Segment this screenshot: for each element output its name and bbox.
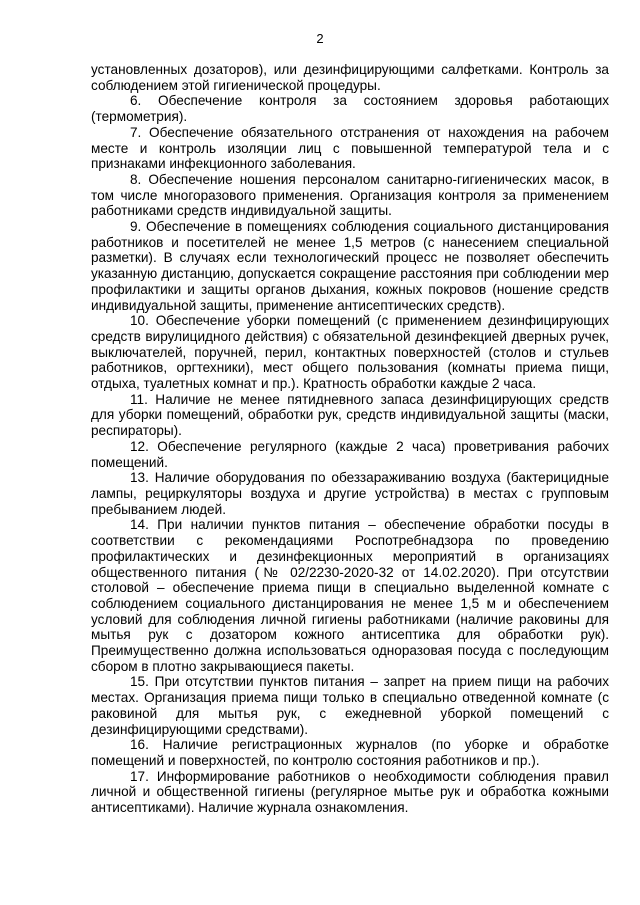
paragraph-9: 9. Обеспечение в помещениях соблюдения социального дистанцирования работников и посетителей не менее 1,5 метров (с нанесением специальной разметки). В случаях если технологический процесс не позволяет обеспечить указанную дистанцию, допускается сокращение расстояния при соблюдении мер профилактики и защиты органов дыхания, кожных покровов (ношение средств индивидуальной защиты, применение антисептических средств). (91, 219, 609, 313)
document-body (91, 62, 609, 816)
paragraph-11: 11. Наличие не менее пятидневного запаса дезинфицирующих средств для уборки помещений, обработки рук, средств индивидуальной защиты (маски, респираторы). (91, 391, 609, 439)
paragraph-16: 16. Наличие регистрационных журналов (по уборке и обработке помещений и поверхностей, по контролю состояния работников и пр.). (91, 737, 609, 768)
paragraph-14: 14. При наличии пунктов питания – обеспечение обработки посуды в соответствии с рекомендациями Роспотребнадзора по проведению профилактических и дезинфекционных мероприятий в организациях общественного питания (№ 02/2230-2020-32 от 14.02.2020). При отсутствии столовой – обеспечение приема пищи в специально выделенной комнате с соблюдением социального дистанцирования не менее 1,5 м и обеспечением условий для соблюдения личной гигиены работниками (наличие раковины для мытья рук с дозатором кожного антисептика для обработки рук). Преимущественно должна использоваться одноразовая посуда с последующим сбором в плотно закрывающиеся пакеты. (91, 517, 609, 674)
paragraph-5-continuation: установленных дозаторов), или дезинфицирующими салфетками. Контроль за соблюдением этой гигиенической процедуры. (91, 62, 609, 93)
paragraph-6: 6. Обеспечение контроля за состоянием здоровья работающих (термометрия). (91, 93, 609, 125)
paragraph-10: 10. Обеспечение уборки помещений (с применением дезинфицирующих средств вирулицидного действия) с обязательной дезинфекцией дверных ручек, выключателей, поручней, перил, контактных поверхностей (столов и стульев работников, оргтехники), мест общего пользования (комнаты приема пищи, отдыха, туалетных комнат и пр.). Кратность обработки каждые 2 часа. (91, 313, 609, 392)
paragraph-15: 15. При отсутствии пунктов питания – запрет на прием пищи на рабочих местах. Организация приема пищи только в специально отведенной комнате (с раковиной для мытья рук, с ежедневной уборкой помещений с дезинфицирующими средствами). (91, 674, 609, 737)
paragraph-8: 8. Обеспечение ношения персоналом санитарно-гигиенических масок, в том числе многоразового применения. Организация контроля за применением работниками средств индивидуальной защиты. (91, 171, 609, 219)
paragraph-13: 13. Наличие оборудования по обеззараживанию воздуха (бактерицидные лампы, рециркуляторы воздуха и другие устройства) в местах с групповым пребыванием людей. (91, 470, 609, 517)
page-number: 2 (316, 31, 324, 46)
paragraph-7: 7. Обеспечение обязательного отстранения от нахождения на рабочем месте и контроль изоляции лиц с повышенной температурой тела и с признаками инфекционного заболевания. (91, 124, 609, 172)
paragraph-12: 12. Обеспечение регулярного (каждые 2 часа) проветривания рабочих помещений. (91, 438, 609, 470)
paragraph-17: 17. Информирование работников о необходимости соблюдения правил личной и общественной гигиены (регулярное мытье рук и обработка кожными антисептиками). Наличие журнала ознакомления. (91, 768, 609, 816)
